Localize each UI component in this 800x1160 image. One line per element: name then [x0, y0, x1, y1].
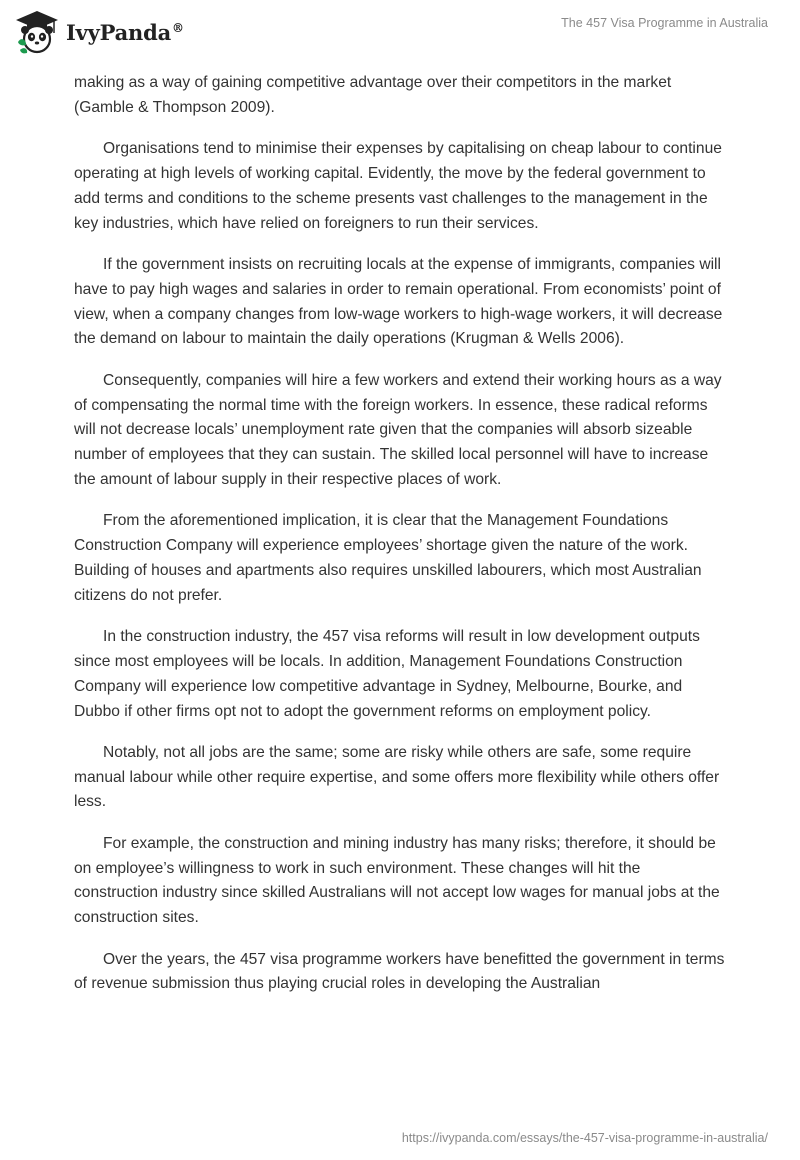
paragraph: In the construction industry, the 457 visa reforms will result in low development outputs since most employees will be locals. In addition, Management Foundations Construction Company will experience low competitive advantage in Sydney, Melbourne, Bourke, and Dubbo if other firms opt not to adopt the government reforms on employment policy.: [74, 628, 700, 720]
paragraph: Organisations tend to minimise their expenses by capitalising on cheap labour to continue operating at high levels of working capital. Evidently, the move by the federal government to add terms and conditions to the scheme presents vast challenges to the management in the key industries, which have relied on foreigners to run their services.: [74, 140, 722, 232]
paragraph: For example, the construction and mining industry has many risks; therefore, it should be on employee’s willingness to work in such environment. These changes will hit the construction industry since skilled Australians will not accept low wages for manual jobs at the construction sites.: [74, 834, 720, 927]
paragraph: Over the years, the 457 visa programme workers have benefitted the government in terms of revenue submission thus playing crucial roles in developing the Australian: [74, 950, 725, 993]
essay-body: [74, 71, 726, 1014]
paragraph: making as a way of gaining competitive advantage over their competitors in the market (Gamble & Thompson 2009).: [74, 74, 672, 116]
document-title: The 457 Visa Programme in Australia: [561, 16, 768, 30]
paragraph: Notably, not all jobs are the same; some are risky while others are safe, some require manual labour while other require expertise, and some offers more flexibility while others offer less.: [74, 743, 720, 811]
paragraph: From the aforementioned implication, it is clear that the Management Foundations Construction Company will experience employees’ shortage given the nature of the work. Building of houses and apartments also requires unskilled labourers, which most Australian citizens do not prefer.: [74, 512, 702, 604]
trademark-symbol: ®: [172, 20, 184, 35]
source-url[interactable]: https://ivypanda.com/essays/the-457-visa-programme-in-australia/: [401, 1131, 768, 1145]
page-header: [0, 0, 800, 68]
panda-graduate-logo-icon: [14, 9, 60, 55]
ivypanda-logo[interactable]: [14, 9, 184, 55]
paragraph: Consequently, companies will hire a few workers and extend their working hours as a way of compensating the normal time with the foreign workers. In essence, these radical reforms will not decrease locals’ unemployment rate given that the companies will absorb sizeable number of employees that they can sustain. The skilled local personnel will have to increase the amount of labour supply in their respective places of work.: [74, 371, 722, 488]
paragraph: If the government insists on recruiting locals at the expense of immigrants, companies will have to pay high wages and salaries in order to remain operational. From economists’ point of view, when a company changes from low-wage workers to high-wage workers, it will decrease the demand on labour to maintain the daily operations (Krugman & Wells 2006).: [74, 255, 723, 348]
brand-name: IvyPanda®: [66, 19, 184, 45]
